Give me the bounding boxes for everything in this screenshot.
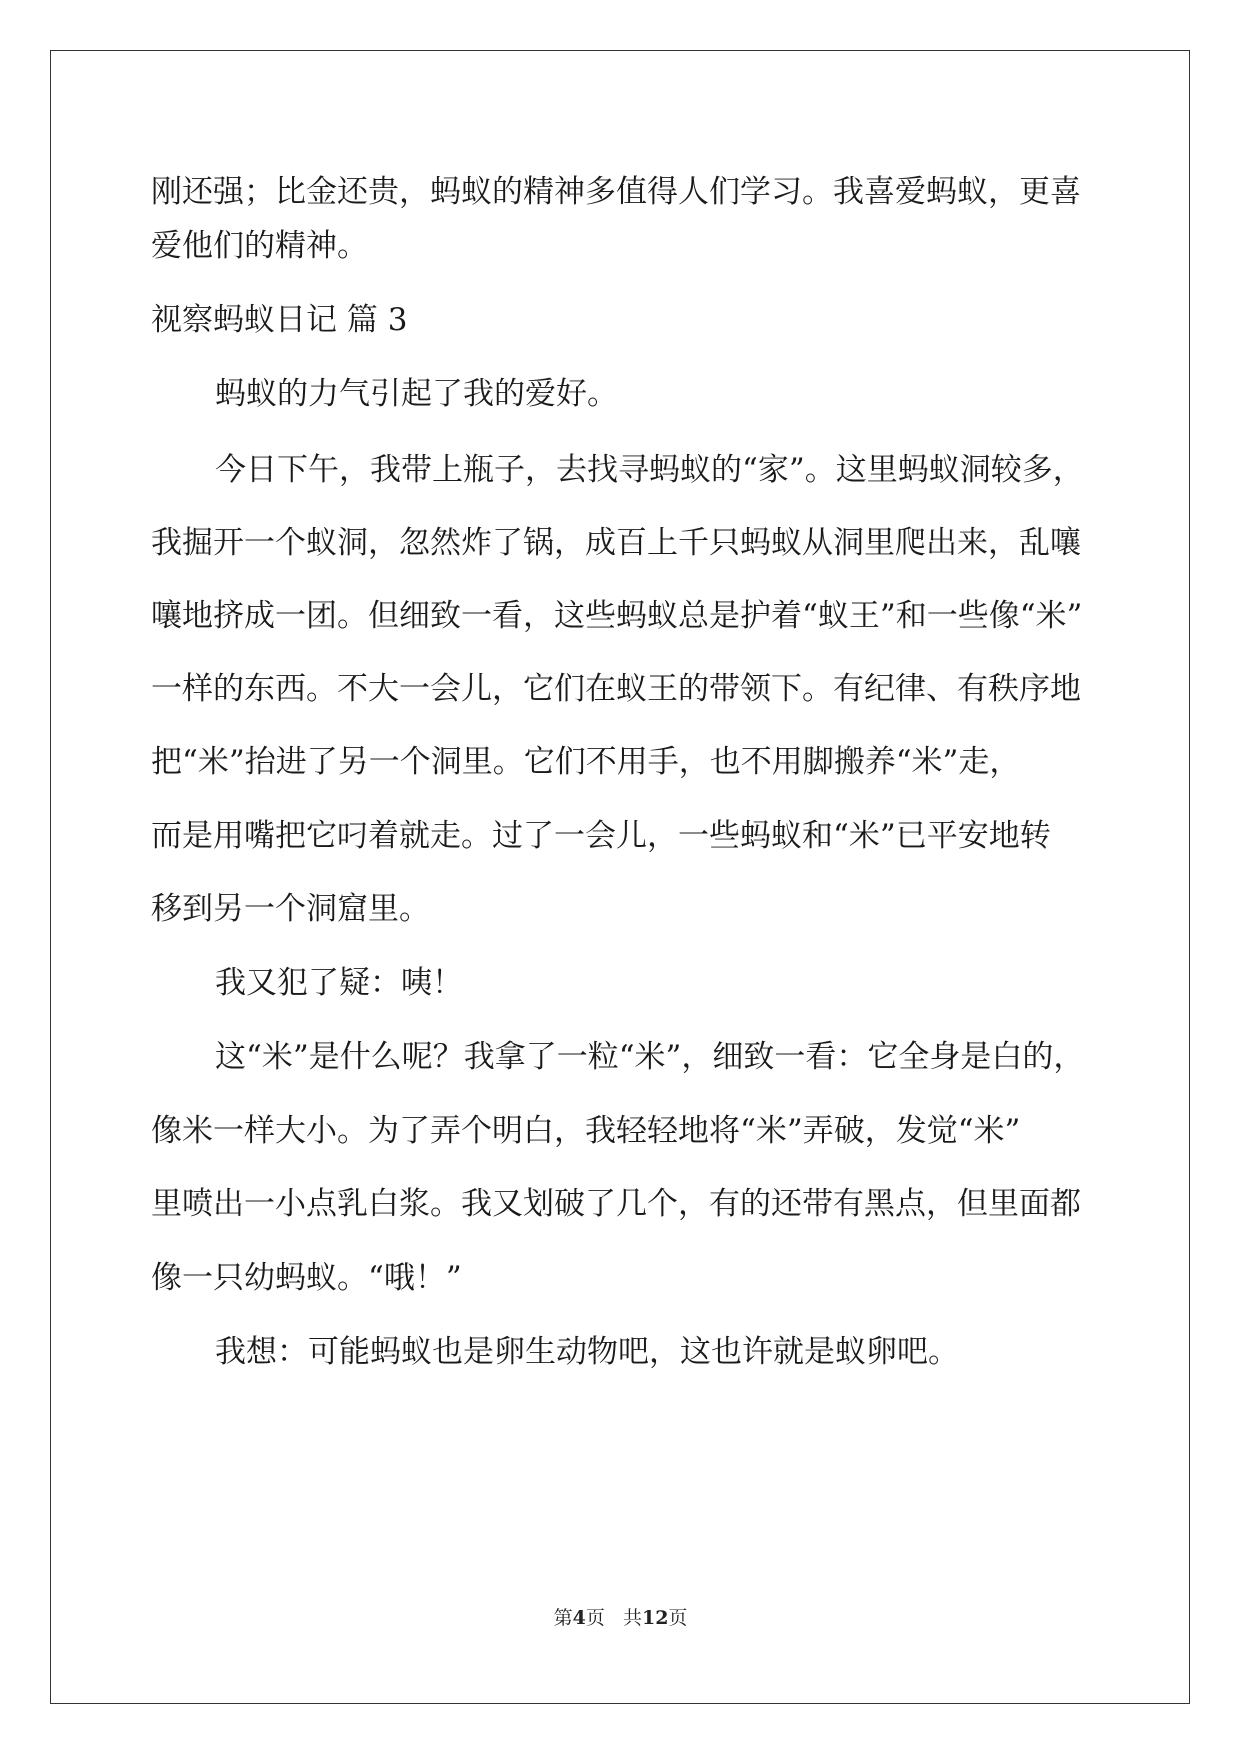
page-label-prefix: 第 (553, 1607, 573, 1629)
page-number: 4 (572, 1607, 586, 1629)
paragraph-line: 今日下午，我带上瓶子，去找寻蚂蚁的“家”。这里蚂蚁洞较多， (215, 452, 1084, 488)
total-label-prefix: 共 (622, 1607, 642, 1629)
paragraph-line: 一样的东西。不大一会儿，它们在蚁王的带领下。有纪律、有秩序地 (151, 671, 1081, 707)
page-label-suffix: 页 (585, 1607, 605, 1629)
paragraph-line: 刚还强；比金还贵，蚂蚁的精神多值得人们学习。我喜爱蚂蚁，更喜 (151, 174, 1081, 210)
paragraph-line: 把“米”抬进了另一个洞里。它们不用手，也不用脚搬养“米”走， (151, 744, 1021, 780)
paragraph-line: 我掘开一个蚁洞，忽然炸了锅，成百上千只蚂蚁从洞里爬出来，乱嚷 (151, 525, 1081, 561)
total-pages: 12 (641, 1607, 669, 1629)
paragraph-line: 这“米”是什么呢？我拿了一粒“米”，细致一看：它全身是白的， (215, 1039, 1085, 1075)
paragraph-line: 我想：可能蚂蚁也是卵生动物吧，这也许就是蚁卵吧。 (215, 1334, 959, 1370)
paragraph-line: 蚂蚁的力气引起了我的爱好。 (215, 376, 618, 412)
paragraph-line: 我又犯了疑：咦！ (215, 965, 463, 1001)
paragraph-line: 移到另一个洞窟里。 (151, 891, 430, 927)
section-heading: 视察蚂蚁日记 篇 3 (151, 302, 408, 338)
paragraph-line: 里喷出一小点乳白浆。我又划破了几个，有的还带有黑点，但里面都 (151, 1186, 1081, 1222)
paragraph-line: 像一只幼蚂蚁。“哦！” (151, 1260, 462, 1296)
paragraph-line: 像米一样大小。为了弄个明白，我轻轻地将“米”弄破，发觉“米” (151, 1113, 1021, 1149)
page-frame (50, 50, 1190, 1704)
total-label-suffix: 页 (668, 1607, 688, 1629)
paragraph-line: 而是用嘴把它叼着就走。过了一会儿，一些蚂蚁和“米”已平安地转 (151, 818, 1051, 854)
page-footer (0, 1603, 1241, 1630)
paragraph-line: 嚷地挤成一团。但细致一看，这些蚂蚁总是护着“蚁王”和一些像“米” (151, 598, 1083, 634)
paragraph-line: 爱他们的精神。 (151, 228, 368, 264)
